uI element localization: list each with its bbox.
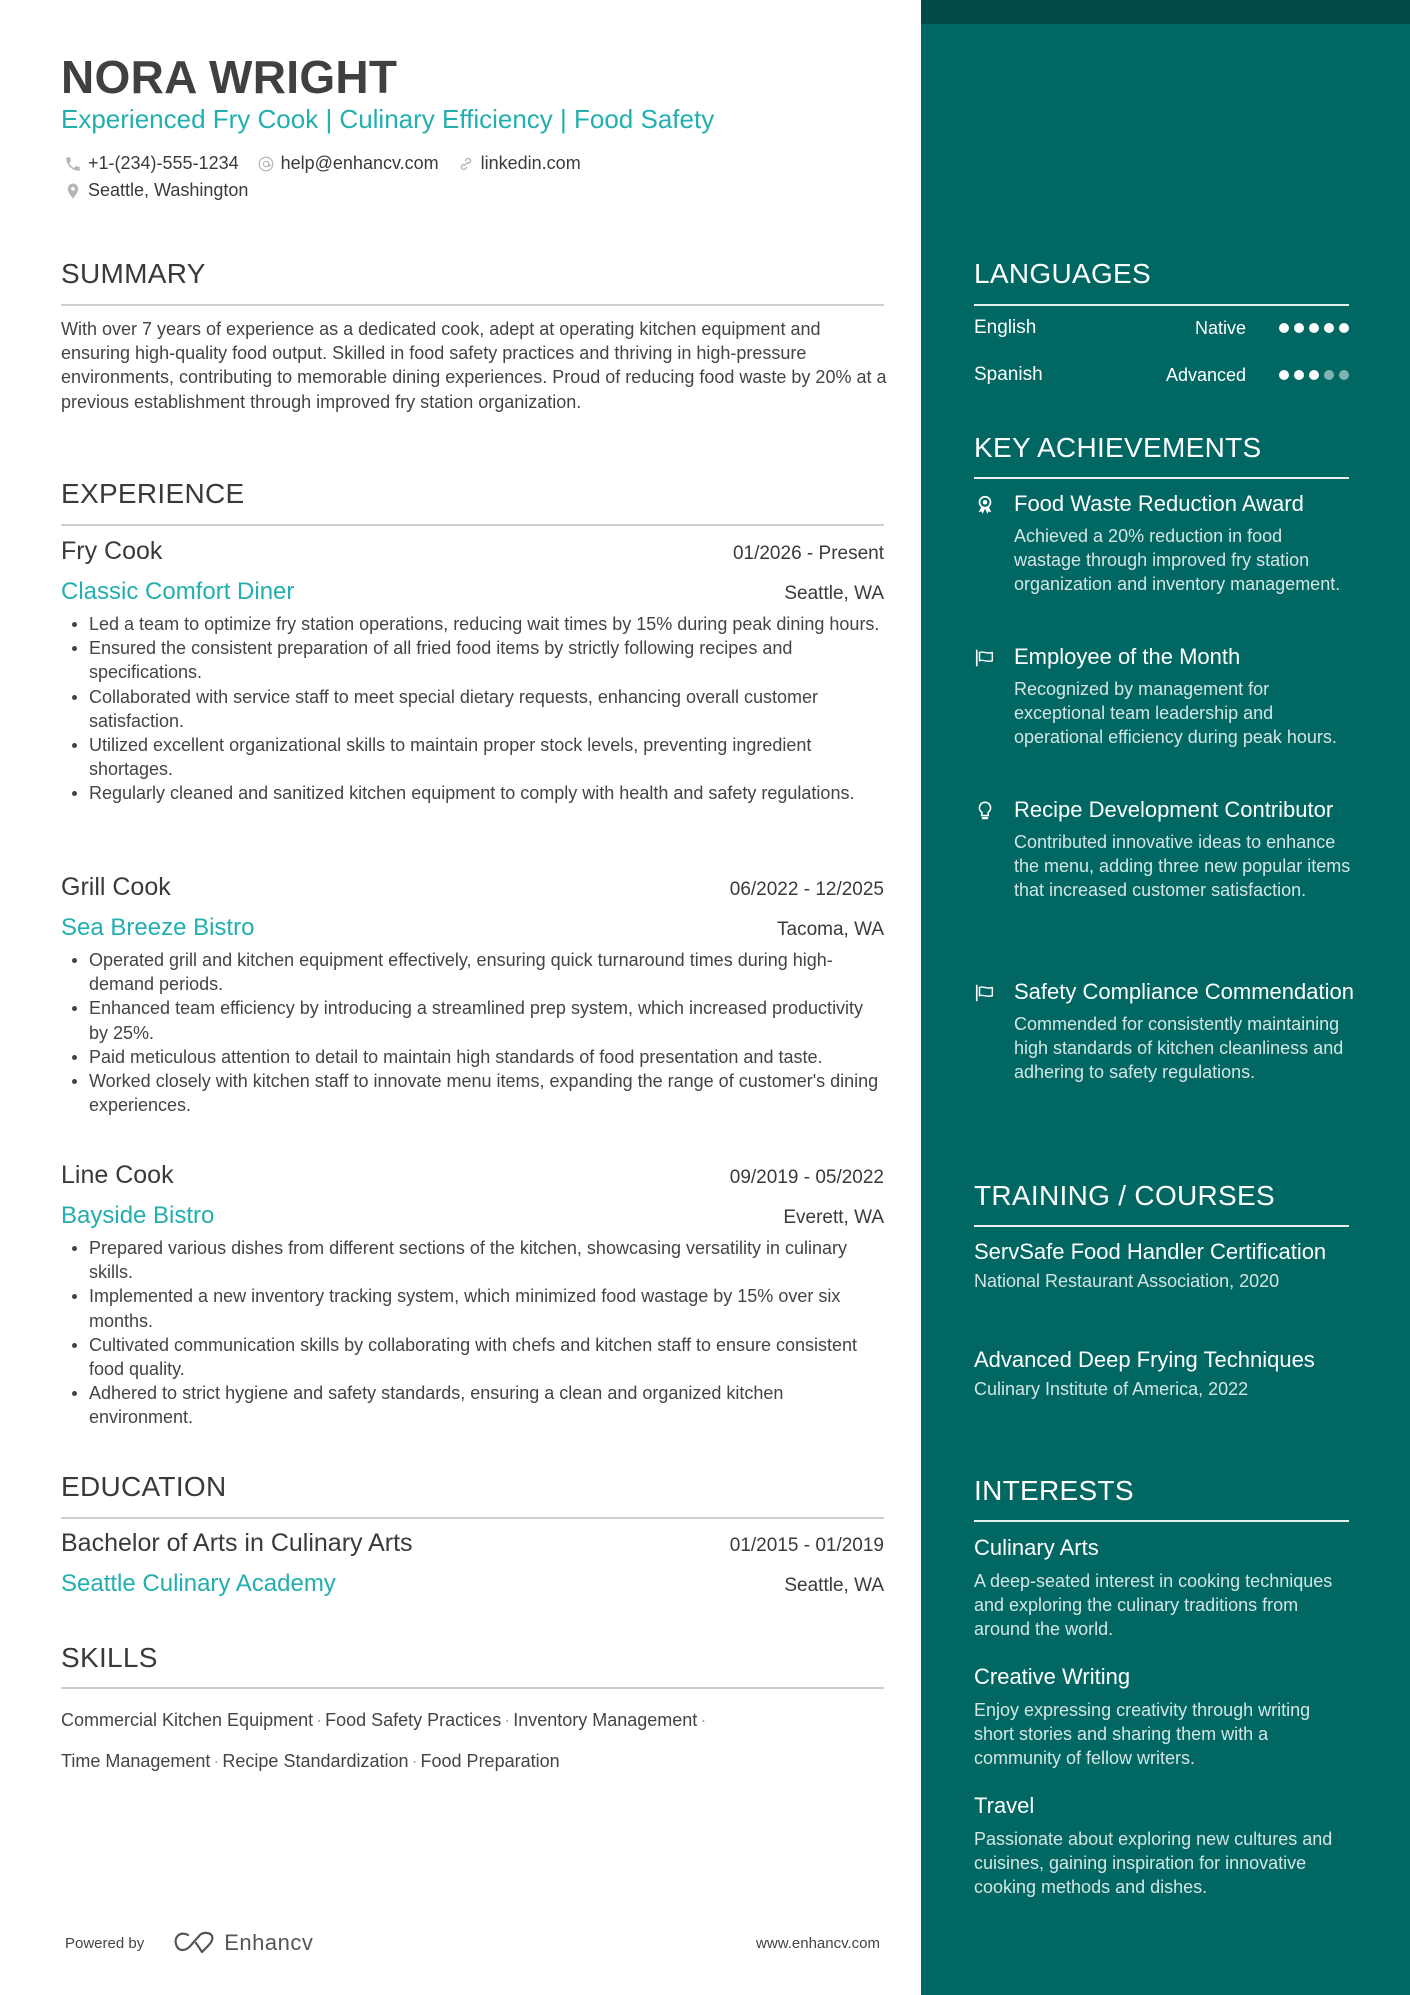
footer-brand — [65, 1930, 313, 1956]
language-level: Advanced — [1165, 364, 1246, 385]
location-pin-icon — [64, 182, 82, 200]
interest-title: Creative Writing — [974, 1664, 1131, 1689]
interest-item — [974, 1793, 1354, 1900]
rating-dot-filled — [1324, 323, 1334, 333]
job-entry — [61, 537, 884, 806]
skill-item: Time Management — [61, 1751, 211, 1771]
job-company: Bayside Bistro — [61, 1202, 215, 1229]
achievement-desc: Achieved a 20% reduction in food wastage through improved fry station organization and inventory management. — [1014, 526, 1341, 595]
contact-link[interactable] — [457, 153, 581, 174]
summary-text: With over 7 years of experience as a dedicated cook, adept at operating kitchen equipment and ensuring high-quality food output. Skilled in food safety practices and thriving in high-pressure environments, contributing to memorable dining experiences. Proud of reducing food waste by 20% at a previous establishment through improved fry station organization. — [61, 319, 887, 412]
bullet-item: Enhanced team efficiency by introducing a streamlined prep system, which increased productivity by 25%. — [61, 996, 884, 1044]
achievement-desc: Contributed innovative ideas to enhance the menu, adding three new popular items that increased customer satisfaction. — [1014, 832, 1351, 901]
rating-dot-filled — [1294, 370, 1304, 380]
bullet-item: Implemented a new inventory tracking system, which minimized food wastage by 15% over six months. — [61, 1284, 884, 1332]
job-dates: 06/2022 - 12/2025 — [729, 879, 884, 900]
bullet-item: Prepared various dishes from different sections of the kitchen, showcasing versatility in culinary skills. — [61, 1236, 884, 1284]
bullet-item: Paid meticulous attention to detail to maintain high standards of food presentation and taste. — [61, 1045, 884, 1069]
rating-dot-filled — [1339, 323, 1349, 333]
contact-row — [64, 153, 581, 174]
achievement-title: Food Waste Reduction Award — [1014, 491, 1304, 516]
language-level: Native — [1194, 317, 1246, 338]
interest-item — [974, 1535, 1354, 1642]
course-title: ServSafe Food Handler Certification — [974, 1239, 1327, 1264]
sidebar-top-band — [921, 0, 1410, 24]
job-bullets — [61, 612, 884, 806]
headline: Experienced Fry Cook | Culinary Efficiency | Food Safety — [61, 104, 715, 134]
language-name: Spanish — [974, 364, 1043, 385]
location-text: Seattle, Washington — [88, 180, 249, 200]
divider — [974, 477, 1349, 479]
achievements-heading: KEY ACHIEVEMENTS — [974, 432, 1262, 463]
divider — [974, 304, 1349, 306]
interest-desc: Passionate about exploring new cultures and cuisines, gaining inspiration for innovative cooking methods and dishes. — [974, 1829, 1333, 1898]
course-item — [974, 1345, 1349, 1400]
achievement-item — [974, 643, 1354, 750]
education-heading: EDUCATION — [61, 1471, 227, 1502]
link-icon — [457, 155, 475, 173]
contact-location — [64, 180, 248, 201]
divider — [61, 524, 884, 526]
job-dates: 09/2019 - 05/2022 — [729, 1167, 884, 1188]
job-role: Fry Cook — [61, 537, 163, 565]
job-bullets — [61, 948, 884, 1117]
skill-separator: · — [504, 1710, 511, 1730]
achievement-item — [974, 796, 1354, 903]
skill-item: Commercial Kitchen Equipment — [61, 1710, 314, 1730]
experience-heading: EXPERIENCE — [61, 478, 245, 509]
email-text: help@enhancv.com — [280, 153, 439, 173]
skill-separator: · — [700, 1710, 707, 1730]
degree: Bachelor of Arts in Culinary Arts — [61, 1529, 413, 1557]
achievement-desc: Recognized by management for exceptional team leadership and operational efficiency during peak hours. — [1014, 679, 1337, 748]
contact-phone — [64, 153, 239, 174]
phone-icon — [64, 155, 82, 173]
language-rating — [1279, 323, 1349, 333]
language-item — [974, 317, 1349, 339]
divider — [61, 1687, 884, 1689]
education-dates: 01/2015 - 01/2019 — [729, 1535, 884, 1556]
bullet-item: Collaborated with service staff to meet special dietary requests, enhancing overall customer satisfaction. — [61, 685, 884, 733]
rating-dot-filled — [1294, 323, 1304, 333]
rating-dot-filled — [1309, 370, 1319, 380]
achievement-title: Safety Compliance Commendation — [1014, 979, 1354, 1004]
bullet-item: Cultivated communication skills by collaborating with chefs and kitchen staff to ensure consistent food quality. — [61, 1333, 884, 1381]
school: Seattle Culinary Academy — [61, 1570, 336, 1597]
footer — [65, 1930, 880, 1956]
location-row — [64, 180, 248, 201]
bullet-item: Regularly cleaned and sanitized kitchen equipment to comply with health and safety regulations. — [61, 781, 884, 805]
education-location: Seattle, WA — [784, 1575, 884, 1596]
enhancv-logo-icon — [172, 1930, 218, 1956]
rating-dot-filled — [1309, 323, 1319, 333]
course-provider: National Restaurant Association, 2020 — [974, 1271, 1280, 1291]
enhancv-logo[interactable] — [172, 1930, 313, 1956]
job-entry — [61, 1161, 884, 1430]
achievement-title: Employee of the Month — [1014, 644, 1241, 669]
interest-title: Travel — [974, 1793, 1035, 1818]
interest-item — [974, 1664, 1354, 1771]
languages-heading: LANGUAGES — [974, 258, 1151, 289]
footer-url[interactable]: www.enhancv.com — [756, 1934, 880, 1952]
job-location: Tacoma, WA — [777, 919, 884, 940]
flag-icon — [974, 982, 996, 1004]
skill-item: Food Preparation — [420, 1751, 560, 1771]
course-provider: Culinary Institute of America, 2022 — [974, 1379, 1249, 1399]
language-name: English — [974, 317, 1037, 338]
education-entry — [61, 1529, 884, 1598]
course-item — [974, 1237, 1349, 1292]
skill-item: Recipe Standardization — [222, 1751, 409, 1771]
bullet-item: Adhered to strict hygiene and safety standards, ensuring a clean and organized kitchen environment. — [61, 1381, 884, 1429]
rating-dot-empty — [1339, 370, 1349, 380]
job-company: Sea Breeze Bistro — [61, 914, 255, 941]
achievement-title: Recipe Development Contributor — [1014, 797, 1334, 822]
achievement-item — [974, 490, 1354, 597]
rating-dot-filled — [1279, 323, 1289, 333]
contact-email[interactable] — [257, 153, 439, 174]
job-role: Grill Cook — [61, 873, 171, 901]
brand-name: Enhancv — [224, 1930, 314, 1955]
powered-by-label: Powered by — [65, 1934, 145, 1952]
skills-heading: SKILLS — [61, 1642, 158, 1673]
bullet-item: Led a team to optimize fry station operations, reducing wait times by 15% during peak dining hours. — [61, 612, 884, 636]
rating-dot-filled — [1279, 370, 1289, 380]
language-rating — [1279, 370, 1349, 380]
divider — [61, 304, 884, 306]
training-heading: TRAINING / COURSES — [974, 1180, 1275, 1211]
bullet-item: Worked closely with kitchen staff to innovate menu items, expanding the range of customer's dining experiences. — [61, 1069, 884, 1117]
divider — [61, 1517, 884, 1519]
job-role: Line Cook — [61, 1161, 174, 1189]
job-location: Seattle, WA — [784, 583, 884, 604]
bullet-item: Operated grill and kitchen equipment effectively, ensuring quick turnaround times during high-demand periods. — [61, 948, 884, 996]
skills-list — [61, 1700, 891, 1782]
divider — [974, 1225, 1349, 1227]
job-company: Classic Comfort Diner — [61, 578, 295, 605]
interests-heading: INTERESTS — [974, 1475, 1134, 1506]
bullet-item: Utilized excellent organizational skills to maintain proper stock levels, preventing ingredient shortages. — [61, 733, 884, 781]
interest-title: Culinary Arts — [974, 1535, 1099, 1560]
rating-dot-empty — [1324, 370, 1334, 380]
divider — [974, 1520, 1349, 1522]
lightbulb-icon — [974, 800, 996, 822]
achievement-desc: Commended for consistently maintaining high standards of kitchen cleanliness and adhering to safety regulations. — [1014, 1014, 1344, 1083]
job-bullets — [61, 1236, 884, 1430]
course-title: Advanced Deep Frying Techniques — [974, 1347, 1315, 1372]
skill-separator: · — [411, 1751, 418, 1771]
phone-text: +1-(234)-555-1234 — [88, 153, 239, 173]
link-text: linkedin.com — [480, 153, 581, 173]
job-location: Everett, WA — [783, 1207, 884, 1228]
at-icon — [257, 155, 275, 173]
skill-item: Inventory Management — [513, 1710, 698, 1730]
skill-item: Food Safety Practices — [325, 1710, 502, 1730]
skill-separator: · — [316, 1710, 323, 1730]
interest-desc: A deep-seated interest in cooking techniques and exploring the culinary traditions from around the world. — [974, 1571, 1333, 1640]
summary-heading: SUMMARY — [61, 258, 206, 289]
candidate-name: NORA WRIGHT — [61, 51, 398, 103]
job-dates: 01/2026 - Present — [732, 543, 884, 564]
bullet-item: Ensured the consistent preparation of all fried food items by strictly following recipes and specifications. — [61, 636, 884, 684]
language-item — [974, 364, 1349, 386]
interest-desc: Enjoy expressing creativity through writing short stories and sharing them with a community of fellow writers. — [974, 1700, 1311, 1769]
flag-icon — [974, 647, 996, 669]
award-icon — [974, 494, 996, 516]
job-entry — [61, 873, 884, 1117]
skill-separator: · — [213, 1751, 220, 1771]
achievement-item — [974, 978, 1354, 1085]
